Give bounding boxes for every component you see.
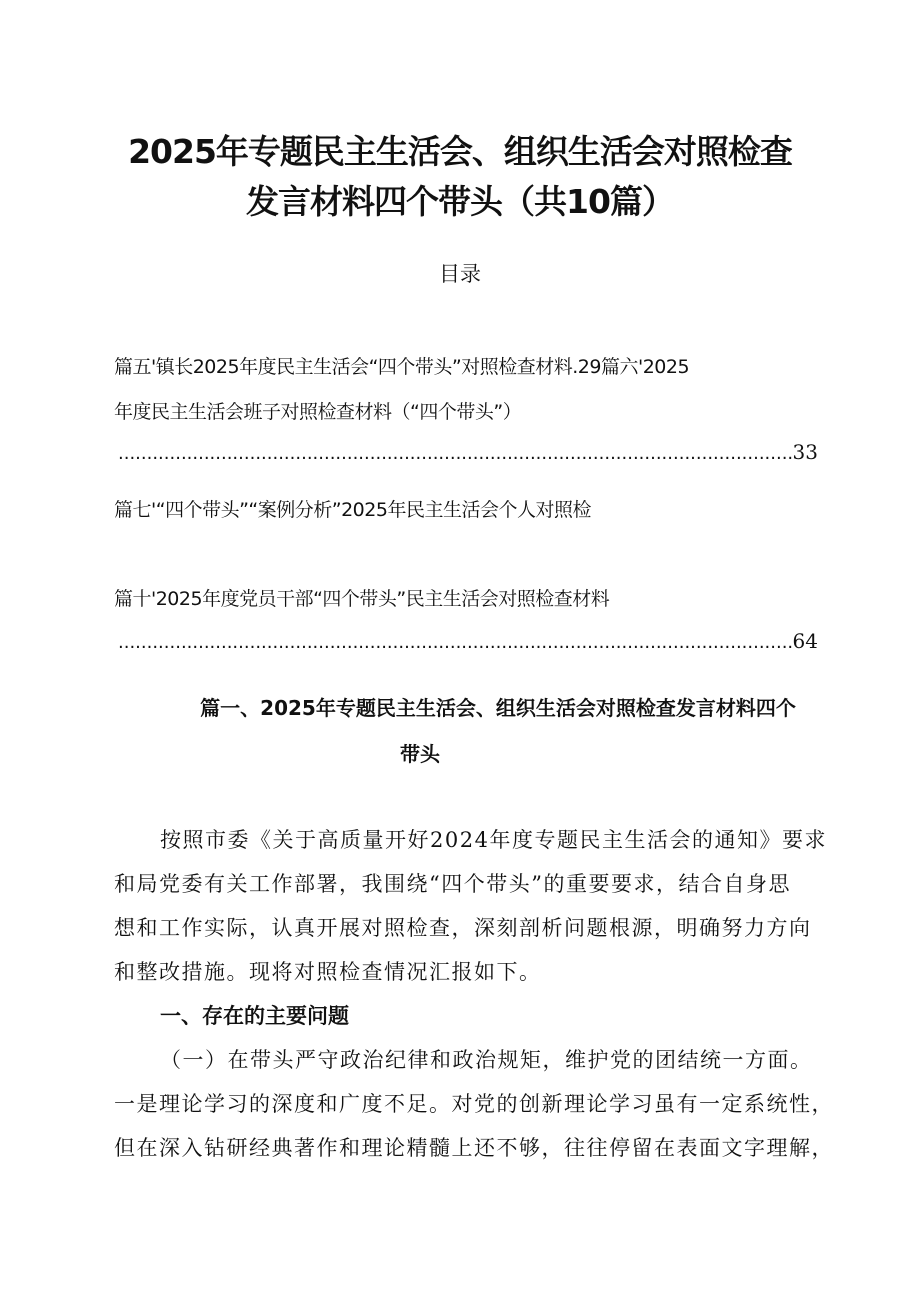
subheading: 一、存在的主要问题: [160, 1004, 349, 1028]
toc-dot-leader: [118, 443, 793, 464]
section-heading-line-1: 篇一、2025年专题民主生活会、组织生活会对照检查发言材料四个: [200, 696, 796, 720]
toc-entry-6-continued[interactable]: 年度民主生活会班子对照检查材料（“四个带头”）: [114, 401, 522, 423]
paragraph-line: 但在深入钻研经典著作和理论精髓上还不够，往往停留在表面文字理解，: [114, 1136, 834, 1160]
document-title-line-2: 发言材料四个带头（共10篇）: [246, 182, 674, 221]
toc-page-number: 64: [792, 629, 818, 653]
paragraph-line: 和局党委有关工作部署，我围绕“四个带头”的重要要求，结合自身思: [114, 872, 791, 896]
paragraph-line: 按照市委《关于高质量开好2024年度专题民主生活会的通知》要求: [160, 828, 827, 852]
toc-entry-7[interactable]: 篇七'“四个带头”“案例分析”2025年民主生活会个人对照检: [114, 499, 591, 521]
toc-entry-10[interactable]: 篇十'2025年度党员干部“四个带头”民主生活会对照检查材料: [114, 588, 610, 610]
toc-leader-line: [118, 440, 818, 464]
toc-dot-leader: [118, 632, 793, 653]
paragraph-line: （一）在带头严守政治纪律和政治规矩，维护党的团结统一方面。: [160, 1048, 813, 1072]
section-heading-line-2: 带头: [400, 742, 440, 766]
paragraph-line: 一是理论学习的深度和广度不足。对党的创新理论学习虽有一定系统性，: [114, 1092, 834, 1116]
toc-leader-line: [118, 629, 818, 653]
toc-heading: 目录: [439, 262, 481, 286]
document-title-line-1: 2025年专题民主生活会、组织生活会对照检查: [128, 132, 792, 171]
toc-page-number: 33: [792, 440, 818, 464]
paragraph-line: 和整改措施。现将对照检查情况汇报如下。: [114, 960, 542, 984]
paragraph-line: 想和工作实际，认真开展对照检查，深刻剖析问题根源，明确努力方向: [114, 916, 812, 940]
toc-entry-5-6[interactable]: 篇五'镇长2025年度民主生活会“四个带头”对照检查材料.29篇六'2025: [114, 356, 690, 378]
